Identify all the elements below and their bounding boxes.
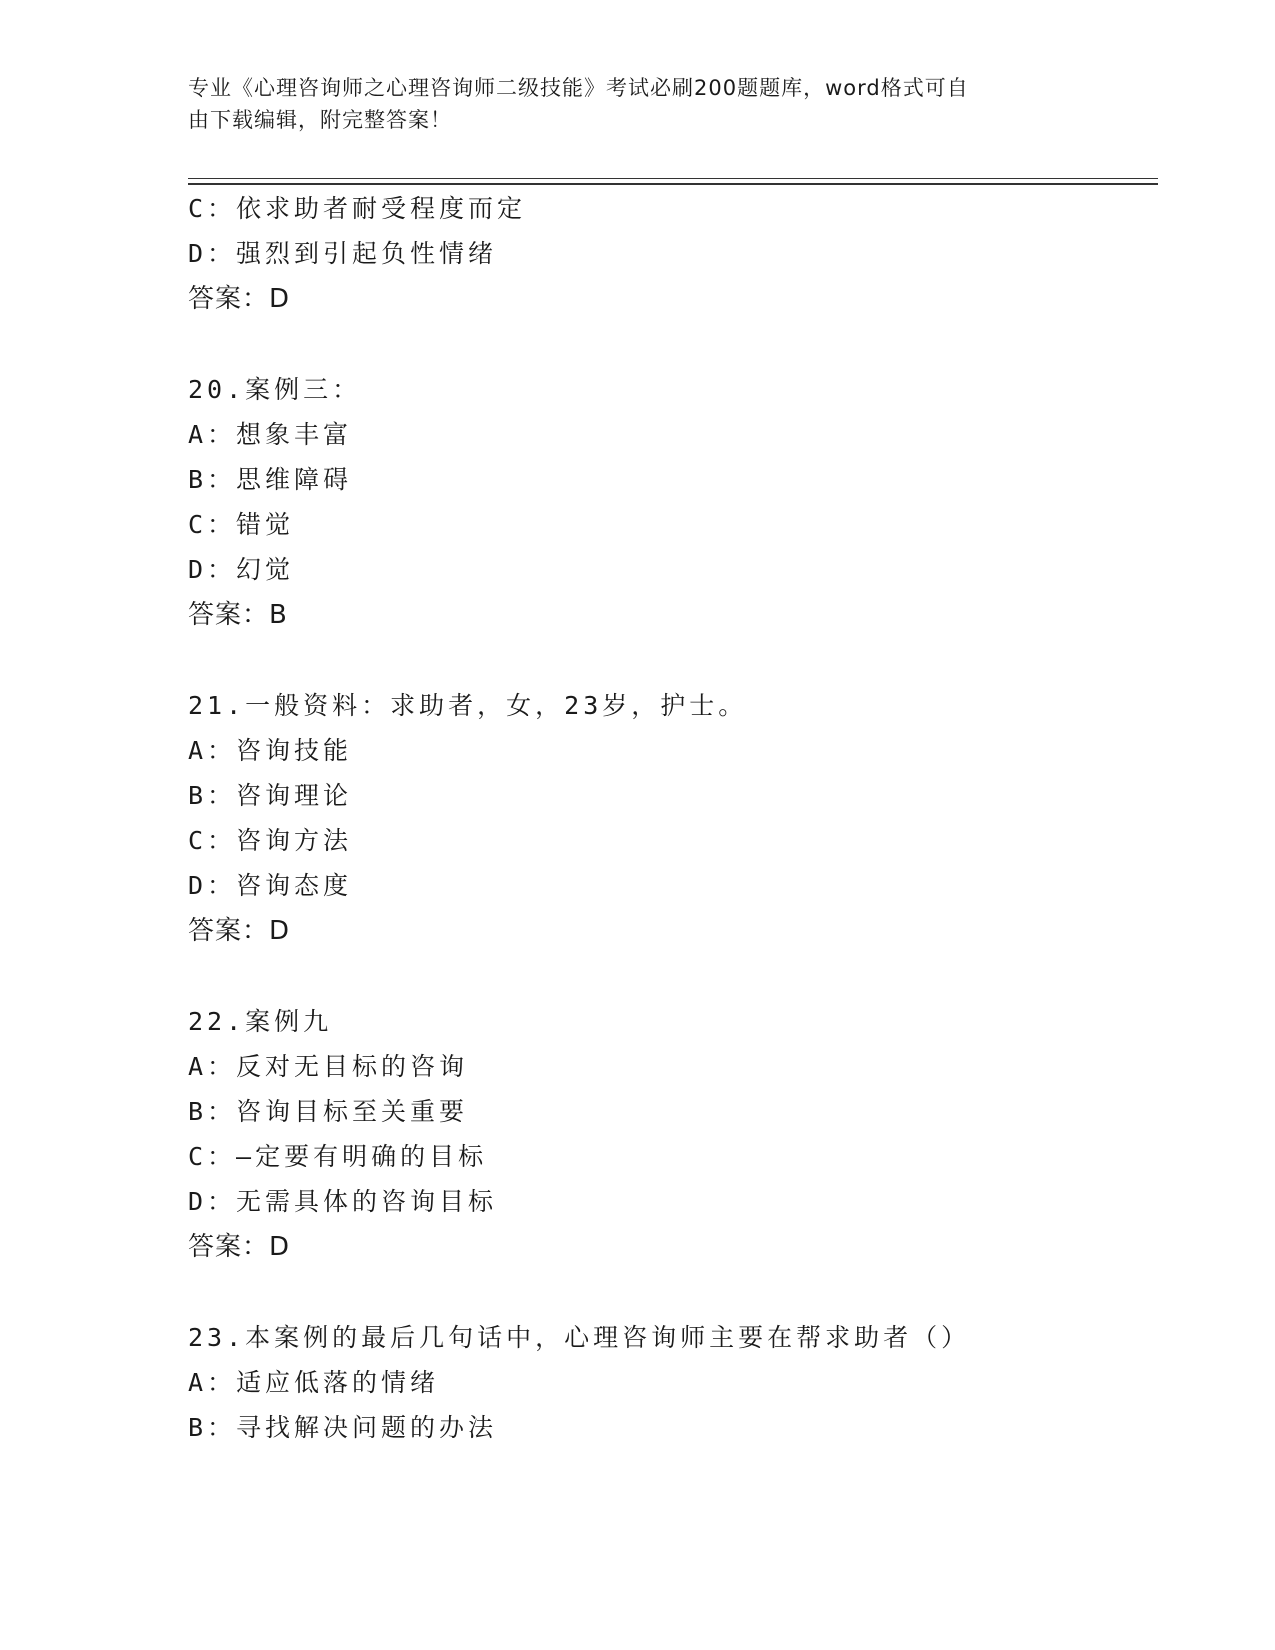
question-22-option-b: B：咨询目标至关重要: [188, 1097, 469, 1126]
header-line-2: 由下载编辑，附完整答案！: [188, 108, 452, 132]
question-21-option-d: D：咨询态度: [188, 871, 353, 900]
question-22-option-d: D：无需具体的咨询目标: [188, 1187, 498, 1216]
question-23-option-a: A：适应低落的情绪: [188, 1368, 440, 1397]
document-header: [188, 72, 1068, 136]
question-20-answer: 答案：B: [188, 600, 288, 630]
prev-option-c: C：依求助者耐受程度而定: [188, 194, 527, 223]
question-23-stem: 23.本案例的最后几句话中，心理咨询师主要在帮求助者（）: [188, 1323, 971, 1352]
question-22-option-a: A：反对无目标的咨询: [188, 1052, 469, 1081]
header-line-1: 专业《心理咨询师之心理咨询师二级技能》考试必刷200题题库，word格式可自: [188, 76, 969, 100]
question-20-option-a: A：想象丰富: [188, 420, 353, 449]
header-divider-bottom: [188, 183, 1158, 185]
question-21-option-c: C：咨询方法: [188, 826, 353, 855]
question-21-option-b: B：咨询理论: [188, 781, 353, 810]
question-21-answer: 答案：D: [188, 916, 291, 946]
question-22-stem: 22.案例九: [188, 1007, 333, 1036]
question-23-option-b: B：寻找解决问题的办法: [188, 1413, 498, 1442]
question-22-answer: 答案：D: [188, 1232, 291, 1262]
question-20-option-d: D：幻觉: [188, 555, 295, 584]
header-divider-top: [188, 178, 1158, 179]
question-22-option-c: C：—定要有明确的目标: [188, 1142, 488, 1171]
prev-answer: 答案：D: [188, 284, 291, 314]
question-20-stem: 20.案例三：: [188, 375, 362, 404]
question-20-option-b: B：思维障碍: [188, 465, 353, 494]
prev-option-d: D：强烈到引起负性情绪: [188, 239, 498, 268]
question-20-option-c: C：错觉: [188, 510, 295, 539]
question-21-stem: 21.一般资料：求助者，女，23岁，护士。: [188, 691, 748, 720]
question-21-option-a: A：咨询技能: [188, 736, 353, 765]
